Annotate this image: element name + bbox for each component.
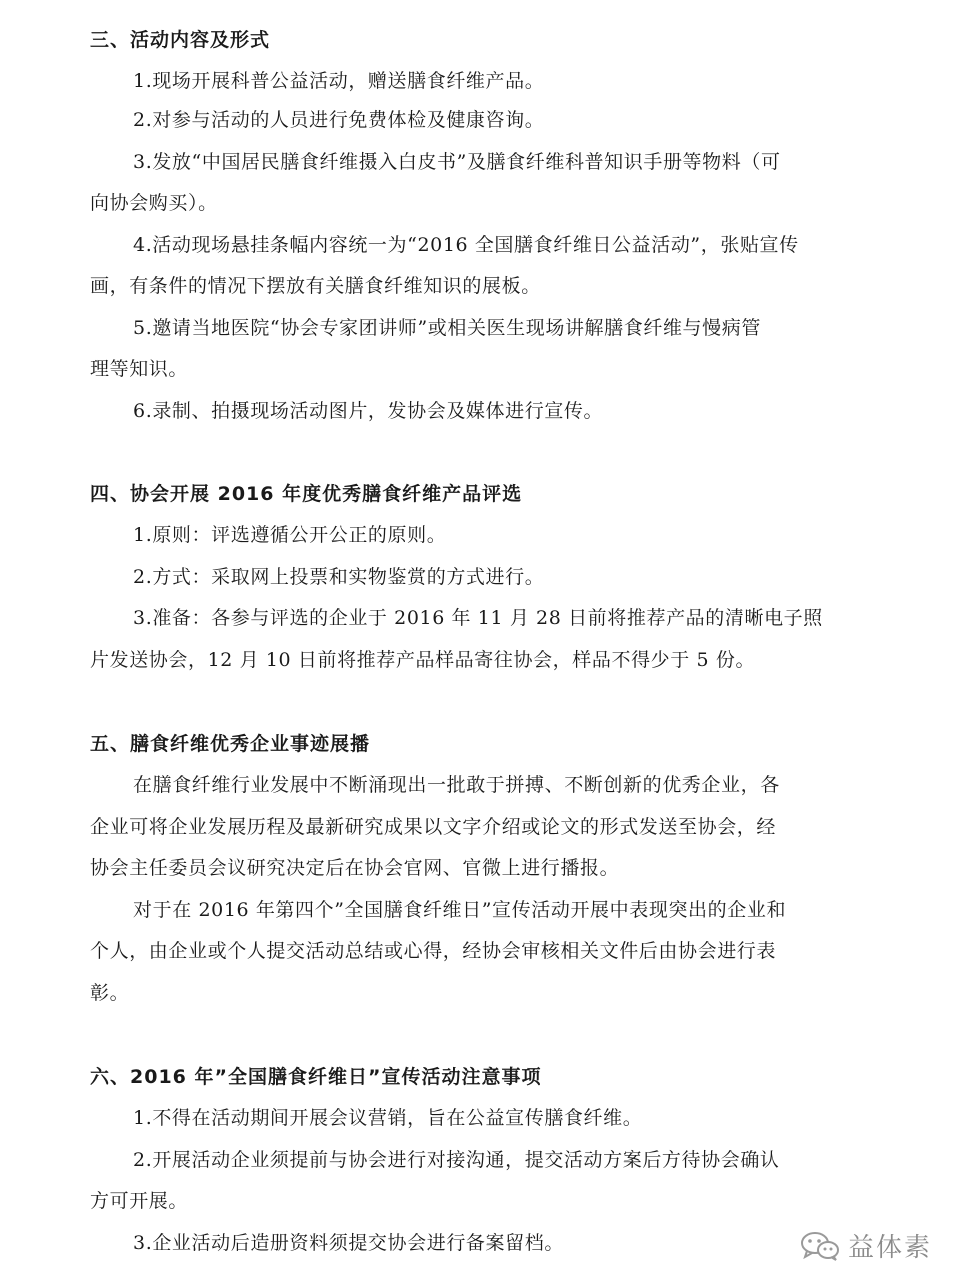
paragraph-line: 4.活动现场悬挂条幅内容统一为“2016 全国膳食纤维日公益活动”，张贴宣传: [133, 234, 799, 256]
section-heading: 三、活动内容及形式: [90, 29, 271, 51]
paragraph-line: 1.不得在活动期间开展会议营销，旨在公益宣传膳食纤维。: [133, 1107, 643, 1129]
paragraph-line: 1.原则：评选遵循公开公正的原则。: [133, 524, 447, 546]
paragraph-line: 方可开展。: [90, 1190, 189, 1212]
paragraph-line: 理等知识。: [90, 358, 189, 380]
paragraph-line: 6.录制、拍摄现场活动图片，发协会及媒体进行宣传。: [133, 400, 604, 422]
watermark: [800, 1227, 932, 1264]
section-heading: 六、2016 年”全国膳食纤维日”宣传活动注意事项: [90, 1066, 542, 1088]
paragraph-line: 画，有条件的情况下摆放有关膳食纤维知识的展板。: [90, 275, 541, 297]
paragraph-line: 2.方式：采取网上投票和实物鉴赏的方式进行。: [133, 566, 545, 588]
paragraph-line: 彰。: [90, 982, 130, 1004]
paragraph-line: 在膳食纤维行业发展中不断涌现出一批敢于拼搏、不断创新的优秀企业，各: [133, 774, 780, 796]
wechat-icon: [800, 1230, 840, 1262]
paragraph-line: 协会主任委员会议研究决定后在协会官网、官微上进行播报。: [90, 857, 620, 879]
section-heading: 四、协会开展 2016 年度优秀膳食纤维产品评选: [90, 483, 523, 505]
paragraph-line: 2.开展活动企业须提前与协会进行对接沟通，提交活动方案后方待协会确认: [133, 1149, 780, 1171]
paragraph-line: 片发送协会，12 月 10 日前将推荐产品样品寄往协会，样品不得少于 5 份。: [90, 649, 756, 671]
paragraph-line: 3.准备：各参与评选的企业于 2016 年 11 月 28 日前将推荐产品的清晰电子照: [133, 607, 823, 629]
paragraph-line: 个人，由企业或个人提交活动总结或心得，经协会审核相关文件后由协会进行表: [90, 940, 777, 962]
paragraph-line: 1.现场开展科普公益活动，赠送膳食纤维产品。: [133, 70, 545, 92]
section-heading: 五、膳食纤维优秀企业事迹展播: [90, 733, 371, 755]
paragraph-line: 对于在 2016 年第四个”全国膳食纤维日”宣传活动开展中表现突出的企业和: [133, 899, 787, 921]
paragraph-line: 2.对参与活动的人员进行免费体检及健康咨询。: [133, 109, 545, 131]
paragraph-line: 5.邀请当地医院“协会专家团讲师”或相关医生现场讲解膳食纤维与慢病管: [133, 317, 761, 339]
paragraph-line: 3.发放“中国居民膳食纤维摄入白皮书”及膳食纤维科普知识手册等物料（可: [133, 151, 781, 173]
paragraph-line: 向协会购买）。: [90, 192, 218, 214]
watermark-text: 益体素: [847, 1233, 932, 1263]
paragraph-line: 企业可将企业发展历程及最新研究成果以文字介绍或论文的形式发送至协会，经: [90, 816, 777, 838]
paragraph-line: 3.企业活动后造册资料须提交协会进行备案留档。: [133, 1232, 564, 1254]
